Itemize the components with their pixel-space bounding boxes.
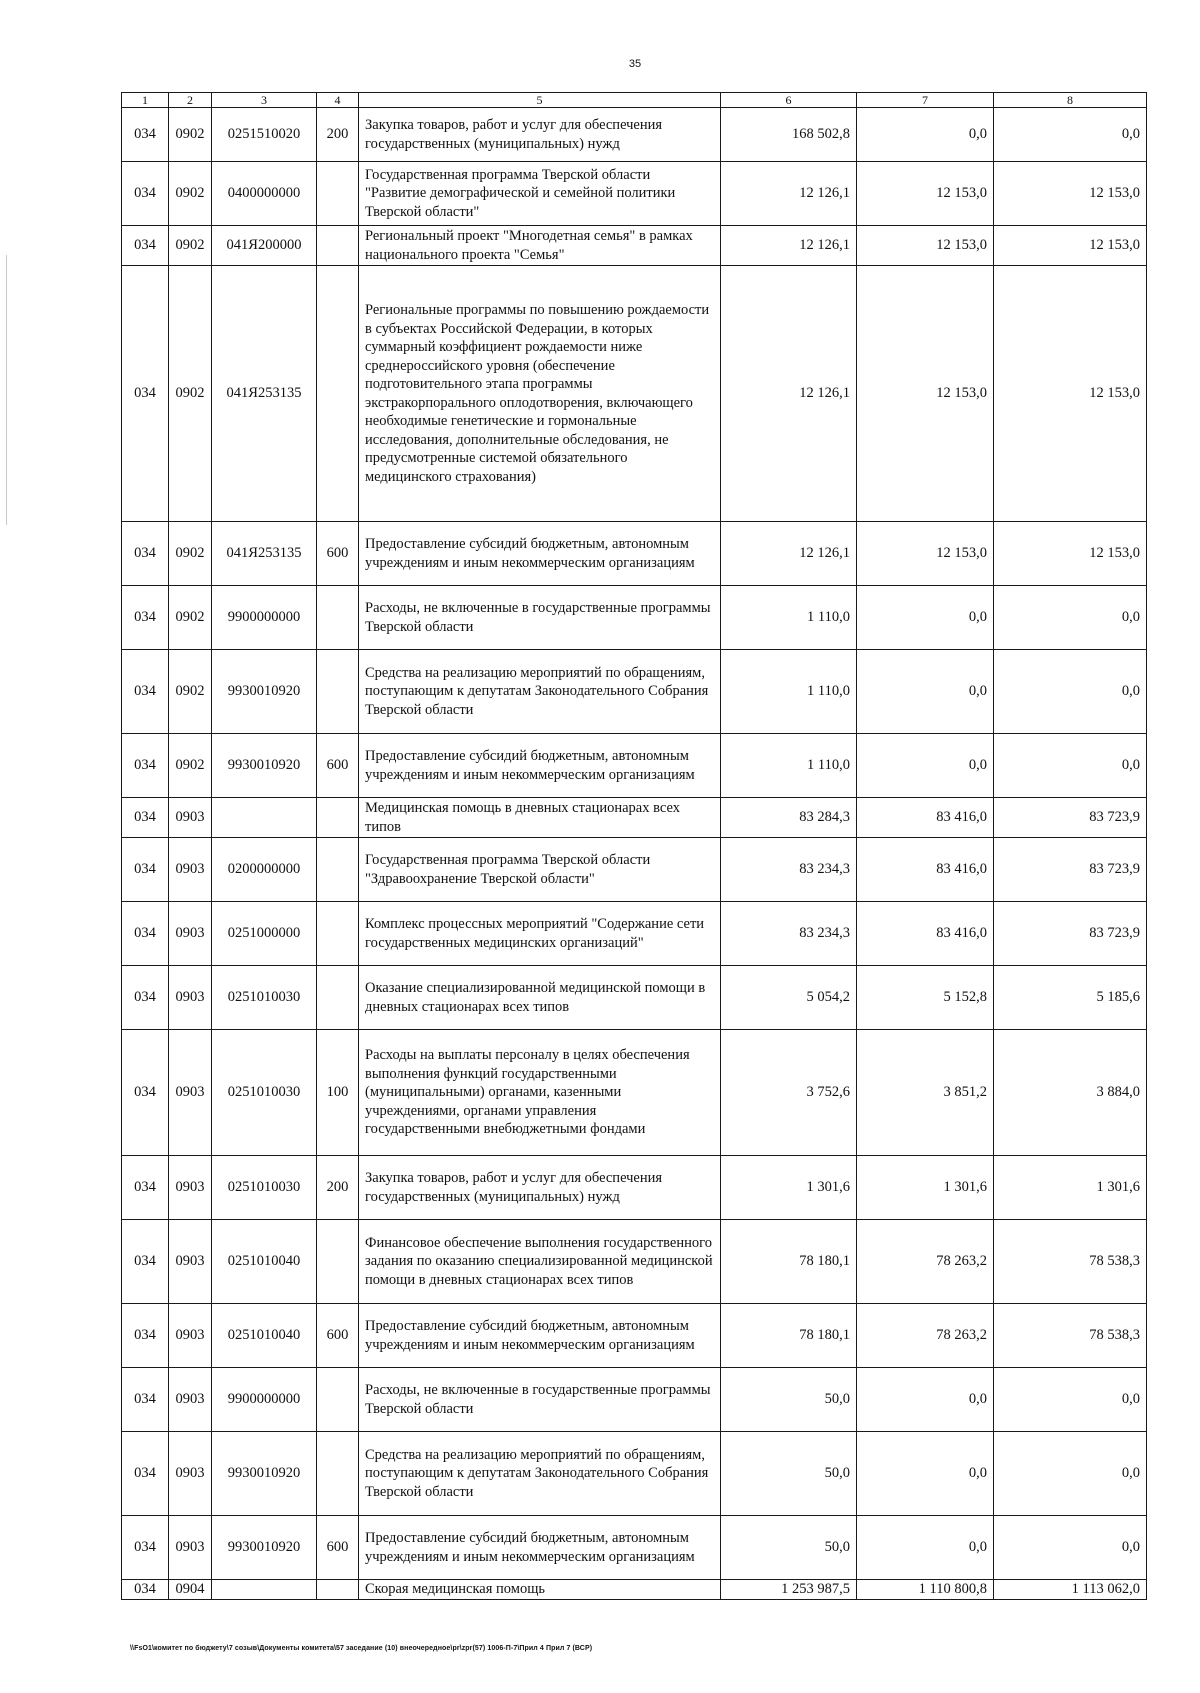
amount-year1-cell: 1 110,0 [721,586,857,650]
ministry-code-cell: 034 [122,226,169,266]
amount-year2-cell: 0,0 [857,1432,994,1516]
table-row [122,650,1147,734]
expense-type-cell [317,838,359,902]
amount-year3-cell: 12 153,0 [994,266,1147,522]
amount-year2-cell: 83 416,0 [857,798,994,838]
table-row [122,1304,1147,1368]
column-number-row [122,93,1147,108]
table-row [122,226,1147,266]
amount-year1-cell: 1 253 987,5 [721,1580,857,1600]
target-article-cell: 9930010920 [212,1432,317,1516]
ministry-code-cell: 034 [122,966,169,1030]
amount-year2-cell: 78 263,2 [857,1220,994,1304]
amount-year2-cell: 1 110 800,8 [857,1580,994,1600]
amount-year1-cell: 1 301,6 [721,1156,857,1220]
item-name-cell: Предоставление субсидий бюджетным, автономным учреждениям и иным некоммерческим организациям [359,734,721,798]
amount-year1-cell: 12 126,1 [721,162,857,226]
section-code-cell: 0902 [169,522,212,586]
target-article-cell: 9930010920 [212,1516,317,1580]
item-name-cell: Оказание специализированной медицинской помощи в дневных стационарах всех типов [359,966,721,1030]
scan-margin-line [6,255,7,525]
expense-type-cell: 600 [317,522,359,586]
amount-year3-cell: 0,0 [994,734,1147,798]
item-name-cell: Средства на реализацию мероприятий по обращениям, поступающим к депутатам Законодательного Собрания Тверской области [359,650,721,734]
amount-year2-cell: 1 301,6 [857,1156,994,1220]
target-article-cell: 0251010030 [212,966,317,1030]
table-row [122,798,1147,838]
target-article-cell: 9900000000 [212,586,317,650]
ministry-code-cell: 034 [122,1580,169,1600]
item-name-cell: Средства на реализацию мероприятий по обращениям, поступающим к депутатам Законодательного Собрания Тверской области [359,1432,721,1516]
section-code-cell: 0903 [169,1304,212,1368]
ministry-code-cell: 034 [122,266,169,522]
section-code-cell: 0903 [169,1030,212,1156]
ministry-code-cell: 034 [122,108,169,162]
expense-type-cell [317,162,359,226]
footer-file-path: \\FsO1\комитет по бюджету\7 созыв\Документы комитета\57 заседание (10) внеочередное\pr\zpr(57) 1006-П-7\Прил 4 Прил 7 (ВСР) [130,1645,593,1652]
ministry-code-cell: 034 [122,522,169,586]
amount-year3-cell: 12 153,0 [994,162,1147,226]
item-name-cell: Предоставление субсидий бюджетным, автономным учреждениям и иным некоммерческим организациям [359,1516,721,1580]
item-name-cell: Комплекс процессных мероприятий "Содержание сети государственных медицинских организаций" [359,902,721,966]
amount-year3-cell: 83 723,9 [994,838,1147,902]
section-code-cell: 0903 [169,1516,212,1580]
ministry-code-cell: 034 [122,798,169,838]
amount-year2-cell: 3 851,2 [857,1030,994,1156]
section-code-cell: 0902 [169,734,212,798]
ministry-code-cell: 034 [122,1220,169,1304]
expense-type-cell [317,966,359,1030]
ministry-code-cell: 034 [122,650,169,734]
column-header: 8 [994,93,1147,108]
target-article-cell [212,1580,317,1600]
amount-year2-cell: 12 153,0 [857,266,994,522]
column-header: 4 [317,93,359,108]
section-code-cell: 0904 [169,1580,212,1600]
target-article-cell: 0251000000 [212,902,317,966]
amount-year2-cell: 78 263,2 [857,1304,994,1368]
amount-year1-cell: 78 180,1 [721,1304,857,1368]
ministry-code-cell: 034 [122,1368,169,1432]
amount-year3-cell: 0,0 [994,650,1147,734]
page-number: 35 [628,58,642,70]
ministry-code-cell: 034 [122,586,169,650]
section-code-cell: 0903 [169,798,212,838]
amount-year1-cell: 50,0 [721,1516,857,1580]
item-name-cell: Предоставление субсидий бюджетным, автономным учреждениям и иным некоммерческим организациям [359,522,721,586]
expense-type-cell [317,1580,359,1600]
table-row [122,902,1147,966]
expense-type-cell: 200 [317,108,359,162]
target-article-cell: 9930010920 [212,734,317,798]
column-header: 7 [857,93,994,108]
section-code-cell: 0903 [169,838,212,902]
target-article-cell: 0251010040 [212,1220,317,1304]
amount-year2-cell: 0,0 [857,586,994,650]
item-name-cell: Расходы на выплаты персоналу в целях обеспечения выполнения функций государственными (муниципальными) органами, казенными учреждениями, органами управления государственными внебюджетными фондами [359,1030,721,1156]
amount-year3-cell: 0,0 [994,586,1147,650]
expense-type-cell [317,226,359,266]
expense-type-cell [317,1368,359,1432]
item-name-cell: Закупка товаров, работ и услуг для обеспечения государственных (муниципальных) нужд [359,1156,721,1220]
table-row [122,1580,1147,1600]
section-code-cell: 0902 [169,266,212,522]
expense-type-cell [317,902,359,966]
column-header: 2 [169,93,212,108]
amount-year2-cell: 12 153,0 [857,226,994,266]
amount-year1-cell: 5 054,2 [721,966,857,1030]
table-body [122,108,1147,1600]
amount-year2-cell: 0,0 [857,1368,994,1432]
column-header: 3 [212,93,317,108]
table-row [122,522,1147,586]
ministry-code-cell: 034 [122,1304,169,1368]
amount-year1-cell: 3 752,6 [721,1030,857,1156]
amount-year2-cell: 0,0 [857,108,994,162]
amount-year3-cell: 83 723,9 [994,798,1147,838]
expense-type-cell [317,586,359,650]
table-row [122,734,1147,798]
amount-year1-cell: 83 234,3 [721,838,857,902]
amount-year1-cell: 12 126,1 [721,226,857,266]
item-name-cell: Региональный проект "Многодетная семья" в рамках национального проекта "Семья" [359,226,721,266]
table-row [122,1432,1147,1516]
section-code-cell: 0902 [169,162,212,226]
target-article-cell: 0400000000 [212,162,317,226]
amount-year3-cell: 0,0 [994,108,1147,162]
ministry-code-cell: 034 [122,902,169,966]
expense-type-cell: 600 [317,1304,359,1368]
table-row [122,1220,1147,1304]
amount-year3-cell: 78 538,3 [994,1304,1147,1368]
column-header: 1 [122,93,169,108]
target-article-cell [212,798,317,838]
ministry-code-cell: 034 [122,838,169,902]
section-code-cell: 0903 [169,902,212,966]
column-header: 6 [721,93,857,108]
amount-year2-cell: 12 153,0 [857,522,994,586]
table-row [122,162,1147,226]
amount-year3-cell: 78 538,3 [994,1220,1147,1304]
item-name-cell: Скорая медицинская помощь [359,1580,721,1600]
section-code-cell: 0903 [169,1368,212,1432]
ministry-code-cell: 034 [122,1516,169,1580]
target-article-cell: 0251010030 [212,1156,317,1220]
target-article-cell: 041Я253135 [212,266,317,522]
table-row [122,1156,1147,1220]
amount-year2-cell: 0,0 [857,1516,994,1580]
amount-year3-cell: 5 185,6 [994,966,1147,1030]
target-article-cell: 9900000000 [212,1368,317,1432]
item-name-cell: Предоставление субсидий бюджетным, автономным учреждениям и иным некоммерческим организациям [359,1304,721,1368]
expense-type-cell [317,266,359,522]
target-article-cell: 041Я200000 [212,226,317,266]
section-code-cell: 0903 [169,1220,212,1304]
ministry-code-cell: 034 [122,162,169,226]
amount-year1-cell: 1 110,0 [721,734,857,798]
table-row [122,108,1147,162]
column-header: 5 [359,93,721,108]
section-code-cell: 0903 [169,1432,212,1516]
amount-year2-cell: 12 153,0 [857,162,994,226]
amount-year3-cell: 1 113 062,0 [994,1580,1147,1600]
ministry-code-cell: 034 [122,1156,169,1220]
expense-type-cell: 100 [317,1030,359,1156]
ministry-code-cell: 034 [122,1432,169,1516]
item-name-cell: Государственная программа Тверской области "Развитие демографической и семейной политики Тверской области" [359,162,721,226]
expense-type-cell: 600 [317,1516,359,1580]
amount-year3-cell: 12 153,0 [994,522,1147,586]
target-article-cell: 041Я253135 [212,522,317,586]
amount-year2-cell: 83 416,0 [857,838,994,902]
table-row [122,266,1147,522]
expense-type-cell [317,1220,359,1304]
amount-year2-cell: 5 152,8 [857,966,994,1030]
item-name-cell: Закупка товаров, работ и услуг для обеспечения государственных (муниципальных) нужд [359,108,721,162]
section-code-cell: 0902 [169,586,212,650]
target-article-cell: 0251010040 [212,1304,317,1368]
target-article-cell: 0251510020 [212,108,317,162]
amount-year1-cell: 1 110,0 [721,650,857,734]
section-code-cell: 0903 [169,966,212,1030]
amount-year2-cell: 83 416,0 [857,902,994,966]
target-article-cell: 0251010030 [212,1030,317,1156]
expense-type-cell: 200 [317,1156,359,1220]
item-name-cell: Расходы, не включенные в государственные программы Тверской области [359,1368,721,1432]
expense-type-cell [317,1432,359,1516]
section-code-cell: 0902 [169,226,212,266]
amount-year2-cell: 0,0 [857,650,994,734]
table-row [122,1030,1147,1156]
amount-year1-cell: 50,0 [721,1368,857,1432]
amount-year3-cell: 0,0 [994,1368,1147,1432]
target-article-cell: 9930010920 [212,650,317,734]
table-row [122,586,1147,650]
target-article-cell: 0200000000 [212,838,317,902]
item-name-cell: Медицинская помощь в дневных стационарах всех типов [359,798,721,838]
amount-year3-cell: 1 301,6 [994,1156,1147,1220]
amount-year2-cell: 0,0 [857,734,994,798]
amount-year1-cell: 50,0 [721,1432,857,1516]
amount-year1-cell: 12 126,1 [721,522,857,586]
amount-year3-cell: 0,0 [994,1516,1147,1580]
amount-year1-cell: 168 502,8 [721,108,857,162]
amount-year1-cell: 83 234,3 [721,902,857,966]
amount-year1-cell: 78 180,1 [721,1220,857,1304]
amount-year1-cell: 12 126,1 [721,266,857,522]
item-name-cell: Региональные программы по повышению рождаемости в субъектах Российской Федерации, в которых суммарный коэффициент рождаемости ниже среднероссийского уровня (обеспечение подготовительного этапа программы экстракорпорального оплодотворения, включающего необходимые генетические и гормональные исследования, дополнительные обследования, не предусмотренные системой обязательного медицинского страхования) [359,266,721,522]
budget-table [121,92,1147,1600]
amount-year3-cell: 0,0 [994,1432,1147,1516]
amount-year3-cell: 83 723,9 [994,902,1147,966]
expense-type-cell: 600 [317,734,359,798]
section-code-cell: 0902 [169,108,212,162]
table-row [122,966,1147,1030]
amount-year1-cell: 83 284,3 [721,798,857,838]
ministry-code-cell: 034 [122,734,169,798]
amount-year3-cell: 3 884,0 [994,1030,1147,1156]
table-row [122,838,1147,902]
section-code-cell: 0903 [169,1156,212,1220]
expense-type-cell [317,798,359,838]
amount-year3-cell: 12 153,0 [994,226,1147,266]
item-name-cell: Финансовое обеспечение выполнения государственного задания по оказанию специализированной медицинской помощи в дневных стационарах всех типов [359,1220,721,1304]
item-name-cell: Расходы, не включенные в государственные программы Тверской области [359,586,721,650]
item-name-cell: Государственная программа Тверской области "Здравоохранение Тверской области" [359,838,721,902]
ministry-code-cell: 034 [122,1030,169,1156]
section-code-cell: 0902 [169,650,212,734]
table-row [122,1516,1147,1580]
expense-type-cell [317,650,359,734]
table-row [122,1368,1147,1432]
